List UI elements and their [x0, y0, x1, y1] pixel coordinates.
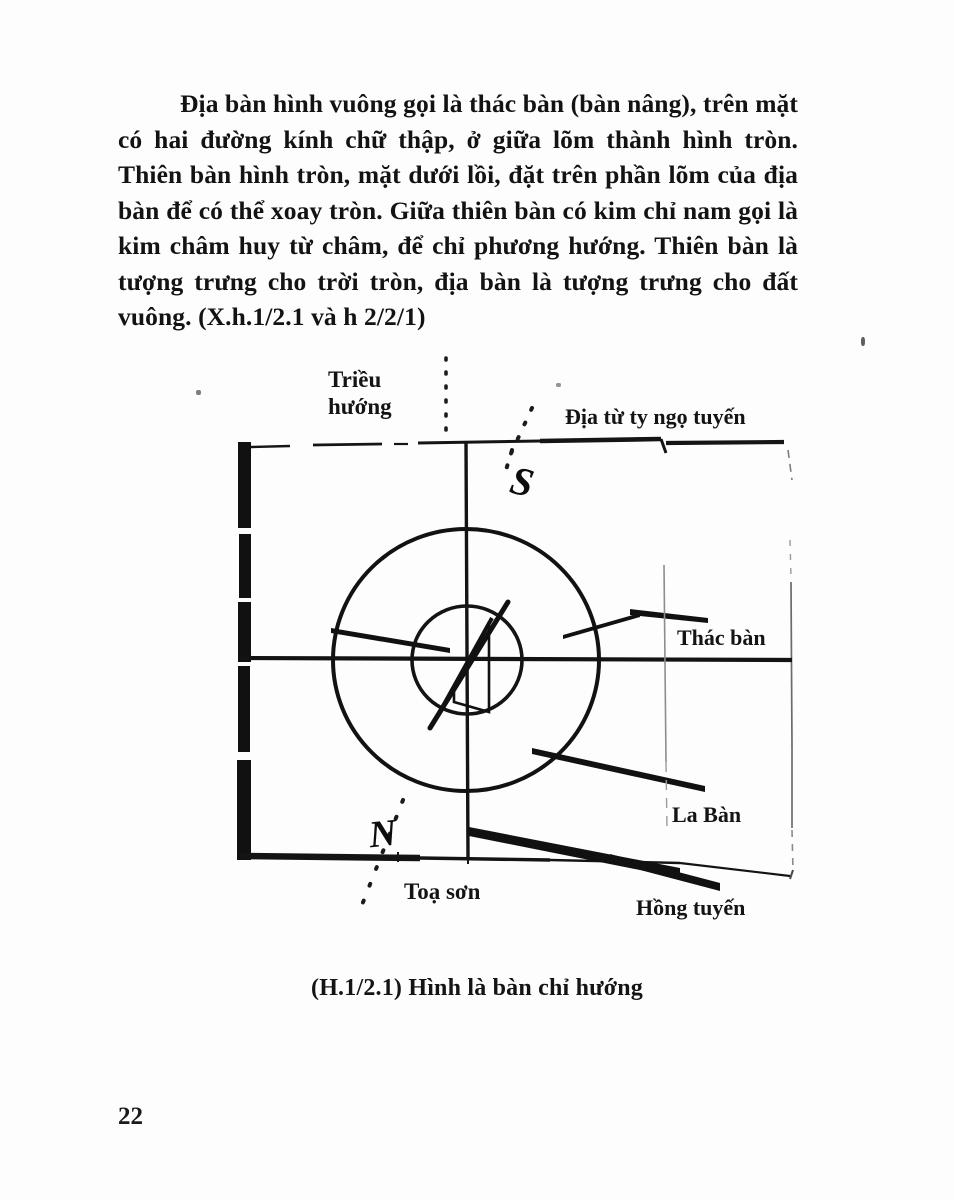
vertical-axis	[466, 442, 468, 858]
leader-la-ban	[532, 748, 705, 792]
square-frame-bottom-edge	[240, 856, 790, 876]
figure-caption: (H.1/2.1) Hình là bàn chỉ hướng	[311, 975, 643, 1001]
square-frame-top-edge	[251, 439, 784, 453]
square-frame-left-edge	[237, 442, 251, 860]
horizontal-axis	[242, 658, 792, 660]
compass-south-letter: S	[506, 457, 539, 506]
label-thac-ban: Thác bàn	[677, 625, 766, 650]
compass-needle	[430, 602, 508, 728]
body-paragraph: Địa bàn hình vuông gọi là thác bàn (bàn nâng), trên mặt có hai đường kính chữ thập, ở giữa lõm thành hình tròn. Thiên bàn hình tròn, mặt dưới lồi, đặt trên phần lõm của địa bàn để có thể xoay tròn. Giữa thiên bàn có kim chỉ nam gọi là kim châm huy từ châm, để chỉ phương hướng. Thiên bàn là tượng trưng cho trời tròn, địa bàn là tượng trưng cho đất vuông. (X.h.1/2.1 và h 2/2/1)	[118, 89, 798, 331]
scan-speck	[861, 337, 865, 346]
leader-hong-tuyen-tail	[610, 854, 720, 891]
label-trieu-huong	[328, 366, 392, 420]
compass-north-letter: N	[366, 811, 399, 857]
label-trieu-huong-line2: hướng	[328, 394, 392, 420]
label-rail	[664, 565, 667, 830]
scan-speck	[196, 390, 201, 395]
leader-thac-ban-tick	[563, 613, 640, 639]
label-hong-tuyen: Hồng tuyến	[636, 895, 746, 920]
label-toa-son: Toạ sơn	[404, 879, 481, 904]
compass-diagram-svg	[120, 330, 910, 950]
leader-inner-left	[331, 628, 450, 653]
page-number: 22	[118, 1103, 143, 1130]
body-text-block	[118, 86, 798, 335]
leader-thac-ban	[630, 609, 708, 623]
scan-speck	[556, 383, 561, 387]
label-trieu-huong-line1: Triều	[328, 367, 382, 392]
label-la-ban: La Bàn	[672, 802, 742, 827]
compass-diagram	[120, 330, 910, 950]
square-frame-right-edge	[788, 450, 793, 879]
label-dia-tu-ty-ngo-tuyen: Địa từ ty ngọ tuyến	[565, 404, 746, 429]
